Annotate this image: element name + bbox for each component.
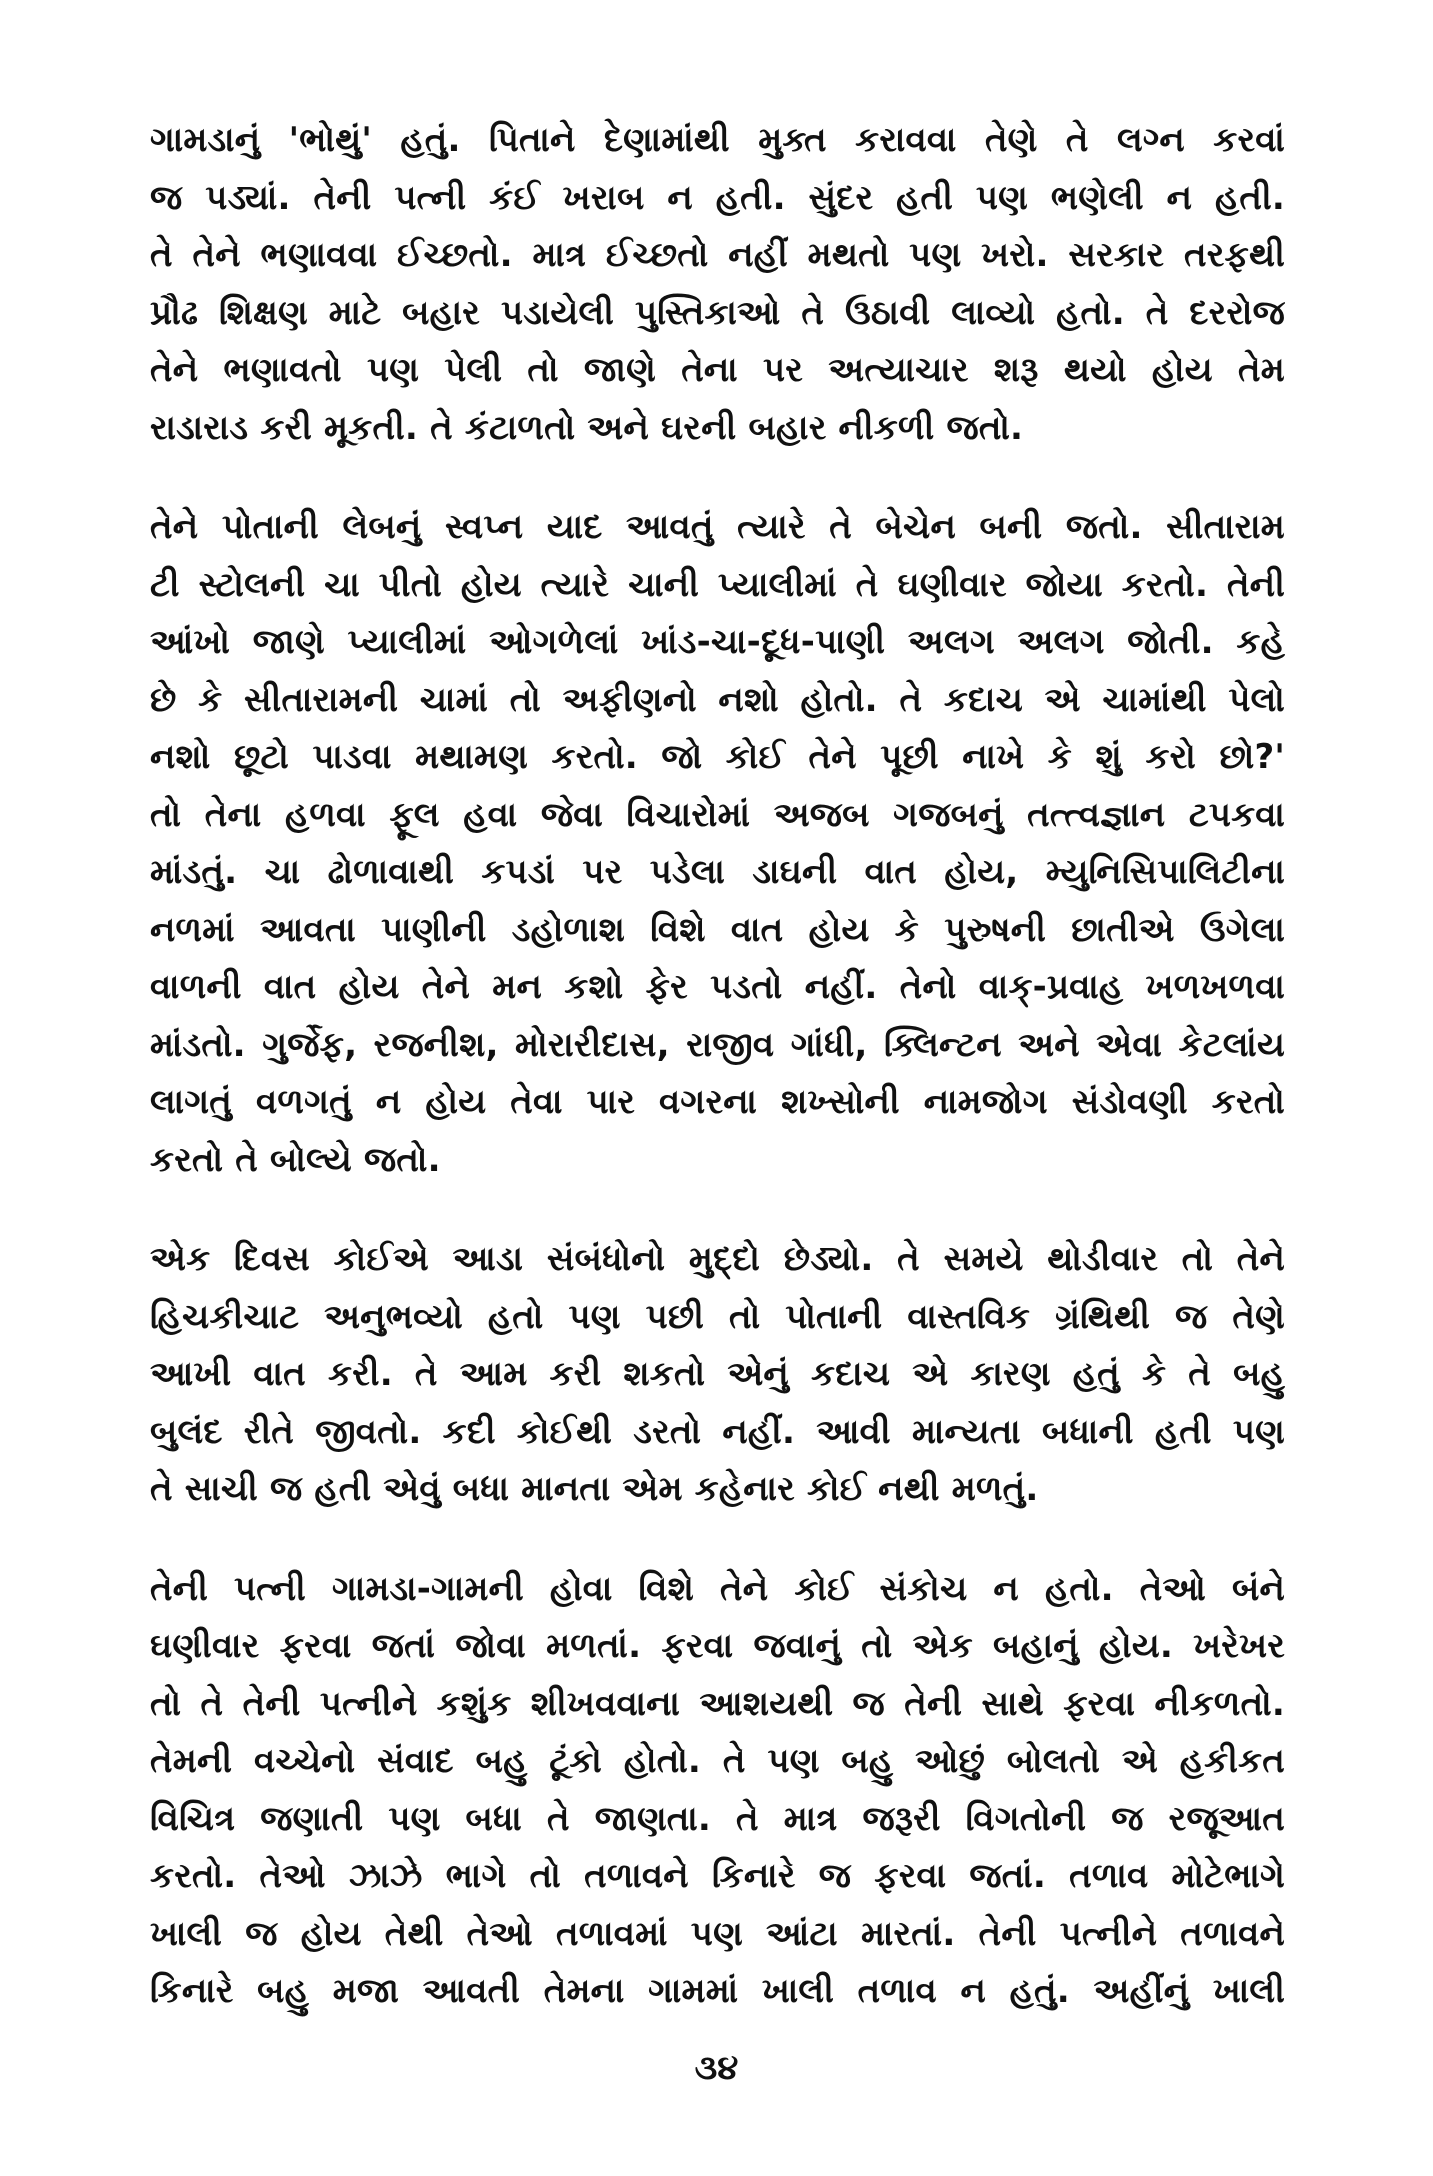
text-line: કરતો. તેઓ ઝાઝે ભાગે તો તળાવને કિનારે જ ફરવા જતાં. તળાવ મોટેભાગે	[150, 1856, 1285, 1896]
text-line: માંડતું. ચા ઢોળાવાથી કપડાં પર પડેલા ડાઘની વાત હોય, મ્યુનિસિપાલિટીના	[150, 852, 1285, 892]
text-line: નશો છૂટો પાડવા મથામણ કરતો. જો કોઈ તેને પૂછી નાખે કે શું કરો છો?'	[150, 737, 1285, 777]
text-line: બુલંદ રીતે જીવતો. કદી કોઈથી ડરતો નહીં. આવી માન્યતા બધાની હતી પણ	[150, 1411, 1285, 1452]
paragraph-3	[150, 1231, 1285, 1519]
text-line: ઘણીવાર ફરવા જતાં જોવા મળતાં. ફરવા જવાનું તો એક બહાનું હોય. ખરેખર	[150, 1626, 1285, 1666]
text-line: લાગતું વળગતું ન હોય તેવા પાર વગરના શખ્સોની નામજોગ સંડોવણી કરતો	[150, 1082, 1285, 1122]
text-line: તેને પોતાની લેબનું સ્વપ્ન યાદ આવતું ત્યારે તે બેચેન બની જતો. સીતારામ	[150, 507, 1285, 547]
text-line: તેમની વચ્ચેનો સંવાદ બહુ ટૂંકો હોતો. તે પણ બહુ ઓછું બોલતો એ હકીકત	[150, 1741, 1285, 1781]
page-body	[150, 112, 1285, 2063]
text-line: છે કે સીતારામની ચામાં તો અફીણનો નશો હોતો. તે કદાચ એ ચામાંથી પેલો	[150, 679, 1285, 720]
text-line: જ પડ્યાં. તેની પત્ની કંઈ ખરાબ ન હતી. સુંદર હતી પણ ભણેલી ન હતી.	[150, 177, 1285, 218]
text-line: નળમાં આવતા પાણીની ડહોળાશ વિશે વાત હોય કે પુરુષની છાતીએ ઉગેલા	[150, 909, 1285, 950]
paragraph-1	[150, 112, 1285, 457]
paragraph-2	[150, 499, 1285, 1189]
text-line: તો તેના હળવા ફૂલ હવા જેવા વિચારોમાં અજબ ગજબનું તત્ત્વજ્ઞાન ટપકવા	[150, 794, 1285, 835]
text-line: તે સાચી જ હતી એવું બધા માનતા એમ કહેનાર કોઈ નથી મળતું.	[150, 1469, 1039, 1509]
text-line: રાડારાડ કરી મૂકતી. તે કંટાળતો અને ઘરની બહાર નીકળી જતો.	[150, 407, 1024, 448]
text-line: આંખો જાણે પ્યાલીમાં ઓગળેલાં ખાંડ-ચા-દૂધ-પાણી અલગ અલગ જોતી. કહે	[150, 622, 1285, 662]
text-line: વાળની વાત હોય તેને મન કશો ફેર પડતો નહીં. તેનો વાક્-પ્રવાહ ખળખળવા	[150, 967, 1285, 1007]
text-line: ગામડાનું 'ભોથું' હતું. પિતાને દેણામાંથી મુક્ત કરાવવા તેણે તે લગ્ન કરવાં	[150, 120, 1285, 160]
text-line: હિચકીચાટ અનુભવ્યો હતો પણ પછી તો પોતાની વાસ્તવિક ગ્રંથિથી જ તેણે	[150, 1296, 1285, 1337]
text-line: કિનારે બહુ મજા આવતી તેમના ગામમાં ખાલી તળાવ ન હતું. અહીંનું ખાલી	[150, 1971, 1285, 2011]
text-line: ખાલી જ હોય તેથી તેઓ તળાવમાં પણ આંટા મારતાં. તેની પત્નીને તળાવને	[150, 1913, 1285, 1954]
text-line: એક દિવસ કોઈએ આડા સંબંધોનો મુદ્દો છેડ્યો. તે સમયે થોડીવાર તો તેને	[150, 1239, 1285, 1279]
text-line: કરતો તે બોલ્યે જતો.	[150, 1139, 441, 1180]
text-line: ટી સ્ટોલની ચા પીતો હોય ત્યારે ચાની પ્યાલીમાં તે ઘણીવાર જોયા કરતો. તેની	[150, 564, 1285, 605]
text-line: આખી વાત કરી. તે આમ કરી શકતો એનું કદાચ એ કારણ હતું કે તે બહુ	[150, 1354, 1285, 1394]
text-line: પ્રૌઢ શિક્ષણ માટે બહાર પડાયેલી પુસ્તિકાઓ તે ઉઠાવી લાવ્યો હતો. તે દરરોજ	[150, 292, 1285, 333]
text-line: તેને ભણાવતો પણ પેલી તો જાણે તેના પર અત્યાચાર શરૂ થયો હોય તેમ	[150, 350, 1285, 390]
paragraph-4	[150, 1561, 1285, 2021]
text-line: માંડતો. ગુર્જેફ, રજનીશ, મોરારીદાસ, રાજીવ ગાંધી, ક્લિન્ટન અને એવા કેટલાંય	[150, 1024, 1285, 1065]
text-line: તે તેને ભણાવવા ઈચ્છતો. માત્ર ઈચ્છતો નહીં મથતો પણ ખરો. સરકાર તરફથી	[150, 235, 1285, 275]
text-line: તેની પત્ની ગામડા-ગામની હોવા વિશે તેને કોઈ સંકોચ ન હતો. તેઓ બંને	[150, 1568, 1285, 1609]
text-line: વિચિત્ર જણાતી પણ બધા તે જાણતા. તે માત્ર જરૂરી વિગતોની જ રજૂઆત	[150, 1798, 1285, 1839]
page-number: ૩૪	[694, 2048, 739, 2088]
text-line: તો તે તેની પત્નીને કશુંક શીખવવાના આશયથી જ તેની સાથે ફરવા નીકળતો.	[150, 1683, 1285, 1724]
